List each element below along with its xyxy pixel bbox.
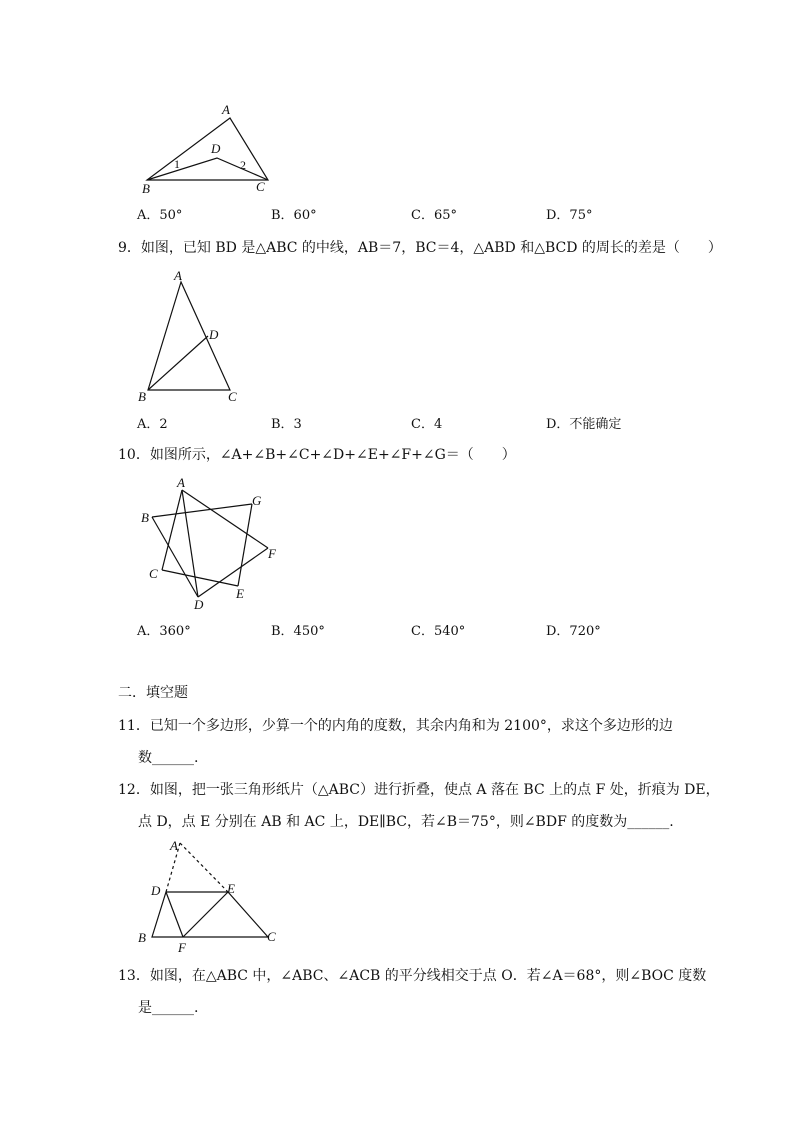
q8-option-c: C．65°	[411, 208, 457, 223]
q10-option-b: B．450°	[271, 624, 325, 639]
q9-median-bd	[148, 336, 208, 390]
q10-segment-ce	[162, 570, 238, 586]
q12-label-b: B	[138, 930, 146, 945]
q9-option-d: D．不能确定	[546, 417, 622, 432]
q12-line1: 12．如图，把一张三角形纸片（△ABC）进行折叠，使点 A 落在 BC 上的点 F 处，折痕为 DE，	[118, 782, 720, 798]
q9-label-c: C	[228, 389, 237, 404]
q10-label-d: D	[194, 597, 204, 612]
q10-label-b: B	[141, 510, 149, 525]
q9-option-c: C．4	[411, 417, 443, 432]
q10-label-g: G	[252, 493, 262, 508]
q8-label-angle2: 2	[240, 158, 246, 172]
q8-label-angle1: 1	[174, 157, 180, 171]
q8-label-c: C	[256, 179, 265, 194]
q10-segment-df	[198, 548, 268, 597]
q10-segment-ge	[238, 504, 252, 586]
q12-segment-ef	[183, 892, 228, 937]
q12-fold-ad	[166, 843, 180, 892]
q12-fold-ae	[180, 843, 228, 892]
q12-quad-bdec	[152, 892, 268, 937]
q9-label-d: D	[209, 327, 219, 342]
q8-option-d: D．75°	[546, 208, 593, 223]
q10-segment-ac	[162, 490, 182, 570]
q10-option-d: D．720°	[546, 624, 601, 639]
q12-label-d: D	[151, 883, 161, 898]
q12-label-f: F	[178, 940, 186, 955]
q9-option-b: B．3	[271, 417, 302, 432]
q8-label-a: A	[222, 102, 230, 117]
q9-triangle-abc	[148, 282, 230, 390]
q10-segment-bg	[152, 504, 252, 517]
q9-label-b: B	[138, 389, 146, 404]
q12-label-e: E	[227, 881, 235, 896]
q8-triangle-abc	[147, 118, 268, 180]
q9-text: 9．如图，已知 BD 是△ABC 的中线，AB＝7，BC＝4，△ABD 和△BCD 的周长的差是（ ）	[118, 240, 722, 256]
q10-segment-ad	[182, 490, 198, 597]
q11-line1: 11．已知一个多边形，少算一个的内角的度数，其余内角和为 2100°，求这个多边形的边	[118, 718, 673, 734]
q9-label-a: A	[174, 268, 182, 283]
q10-option-a: A．360°	[137, 624, 191, 639]
q10-option-c: C．540°	[411, 624, 466, 639]
q8-option-a: A．50°	[137, 208, 183, 223]
q10-segment-ae-via	[182, 490, 268, 548]
section-title-fill-in: 二．填空题	[118, 685, 188, 701]
q10-label-e: E	[236, 586, 244, 601]
q11-line2: 数______.	[138, 750, 199, 766]
q12-line2: 点 D，点 E 分别在 AB 和 AC 上，DE∥BC，若∠B＝75°，则∠BDF 的度数为______.	[138, 814, 674, 830]
q8-option-b: B．60°	[271, 208, 317, 223]
q12-segment-df	[166, 892, 183, 937]
q8-segments-bdc	[147, 158, 268, 180]
q12-label-a: A	[170, 838, 178, 853]
q8-label-b: B	[142, 181, 150, 196]
q13-line2: 是______.	[138, 1000, 199, 1016]
q10-segment-bc-path	[152, 517, 198, 597]
q10-label-c: C	[149, 566, 158, 581]
q13-line1: 13．如图，在△ABC 中，∠ABC、∠ACB 的平分线相交于点 O．若∠A＝68°，则∠BOC 度数	[118, 968, 707, 984]
q10-label-f: F	[268, 546, 276, 561]
q9-option-a: A．2	[137, 417, 168, 432]
q12-label-c: C	[267, 929, 276, 944]
q10-text: 10．如图所示，∠A+∠B+∠C+∠D+∠E+∠F+∠G＝（ ）	[118, 447, 516, 463]
q10-label-a: A	[177, 475, 185, 490]
q8-label-d: D	[211, 141, 221, 156]
